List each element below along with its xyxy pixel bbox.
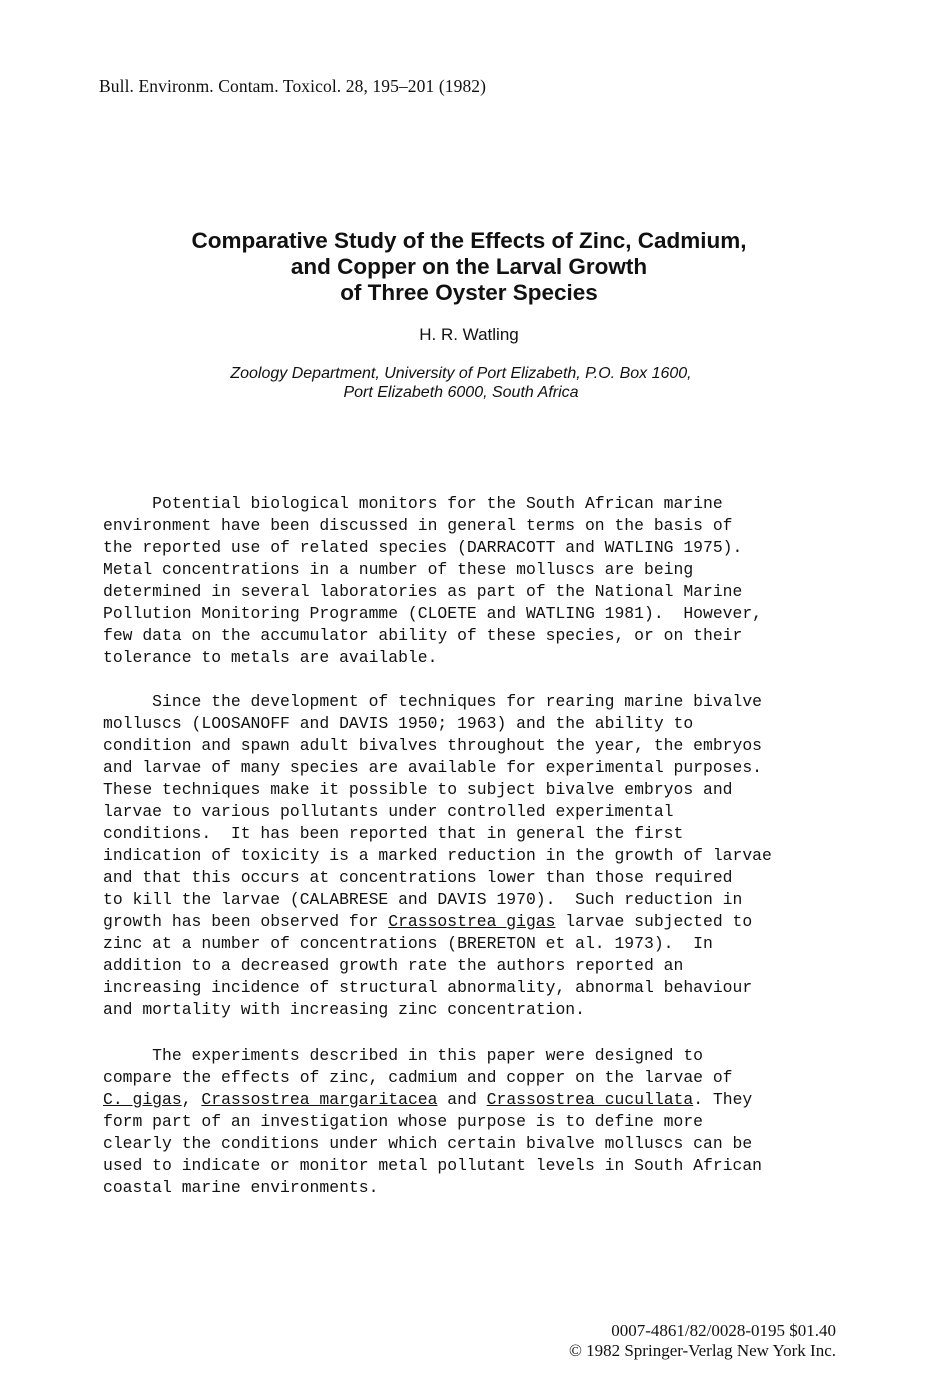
text-line: form part of an investigation whose purpose is to define more — [103, 1112, 703, 1131]
text-line: molluscs (LOOSANOFF and DAVIS 1950; 1963) and the ability to — [103, 714, 694, 733]
text-line: and larvae of many species are available for experimental purposes. — [103, 758, 763, 777]
author-name: H. R. Watling — [419, 325, 519, 344]
text-line: used to indicate or monitor metal pollutant levels in South African — [103, 1156, 763, 1175]
text-line: and mortality with increasing zinc concentration. — [103, 1000, 585, 1019]
text-line: larvae to various pollutants under controlled experimental — [103, 802, 674, 821]
text-line: indication of toxicity is a marked reduction in the growth of larvae — [103, 846, 772, 865]
affiliation-line: Zoology Department, University of Port Elizabeth, P.O. Box 1600, — [230, 365, 692, 382]
text-line — [103, 911, 863, 933]
paragraph-experiments — [103, 1045, 863, 1199]
text-line: the reported use of related species (DARRACOTT and WATLING 1975). — [103, 538, 743, 557]
text-segment: larvae subjected to — [555, 912, 753, 931]
article-title — [0, 228, 938, 306]
journal-citation: Bull. Environm. Contam. Toxicol. 28, 195–201 (1982) — [99, 76, 487, 96]
page-footer — [569, 1321, 836, 1361]
text-line: coastal marine environments. — [103, 1178, 379, 1197]
text-line: addition to a decreased growth rate the authors reported an — [103, 956, 684, 975]
text-line: zinc at a number of concentrations (BRERETON et al. 1973). In — [103, 934, 713, 953]
text-line: Potential biological monitors for the South African marine — [103, 494, 723, 513]
text-line: Metal concentrations in a number of these molluscs are being — [103, 560, 694, 579]
text-segment: . They — [693, 1090, 753, 1109]
species-name: Crassostrea margaritacea — [201, 1090, 438, 1109]
text-segment: growth has been observed for — [103, 912, 389, 931]
text-segment: and — [437, 1090, 487, 1109]
text-line: tolerance to metals are available. — [103, 648, 438, 667]
title-line: of Three Oyster Species — [340, 280, 598, 305]
affiliation-line: Port Elizabeth 6000, South Africa — [343, 384, 579, 401]
text-segment: , — [181, 1090, 202, 1109]
text-line: condition and spawn adult bivalves throughout the year, the embryos — [103, 736, 763, 755]
title-line: Comparative Study of the Effects of Zinc, Cadmium, — [191, 228, 747, 253]
text-line: environment have been discussed in general terms on the basis of — [103, 516, 733, 535]
species-name: Crassostrea cucullata — [486, 1090, 694, 1109]
text-line: determined in several laboratories as part of the National Marine — [103, 582, 743, 601]
copyright-notice: © 1982 Springer-Verlag New York Inc. — [568, 1341, 836, 1360]
species-name: C. gigas — [103, 1090, 182, 1109]
author-affiliation — [0, 364, 922, 402]
species-name: Crassostrea gigas — [388, 912, 556, 931]
text-line: The experiments described in this paper were designed to — [103, 1046, 703, 1065]
text-line: conditions. It has been reported that in general the first — [103, 824, 684, 843]
text-line: few data on the accumulator ability of these species, or on their — [103, 626, 743, 645]
title-line: and Copper on the Larval Growth — [290, 254, 648, 279]
text-line: These techniques make it possible to subject bivalve embryos and — [103, 780, 733, 799]
article-code: 0007-4861/82/0028-0195 $01.40 — [611, 1321, 836, 1340]
text-line: to kill the larvae (CALABRESE and DAVIS 1970). Such reduction in — [103, 890, 743, 909]
text-line: compare the effects of zinc, cadmium and copper on the larvae of — [103, 1068, 733, 1087]
text-line: and that this occurs at concentrations lower than those required — [103, 868, 733, 887]
text-line: clearly the conditions under which certain bivalve molluscs can be — [103, 1134, 753, 1153]
text-line: Pollution Monitoring Programme (CLOETE and WATLING 1981). However, — [103, 604, 763, 623]
paragraph-techniques — [103, 691, 863, 1021]
text-line: increasing incidence of structural abnormality, abnormal behaviour — [103, 978, 753, 997]
paragraph-intro — [103, 493, 863, 669]
text-line — [103, 1089, 863, 1111]
text-line: Since the development of techniques for rearing marine bivalve — [103, 692, 763, 711]
